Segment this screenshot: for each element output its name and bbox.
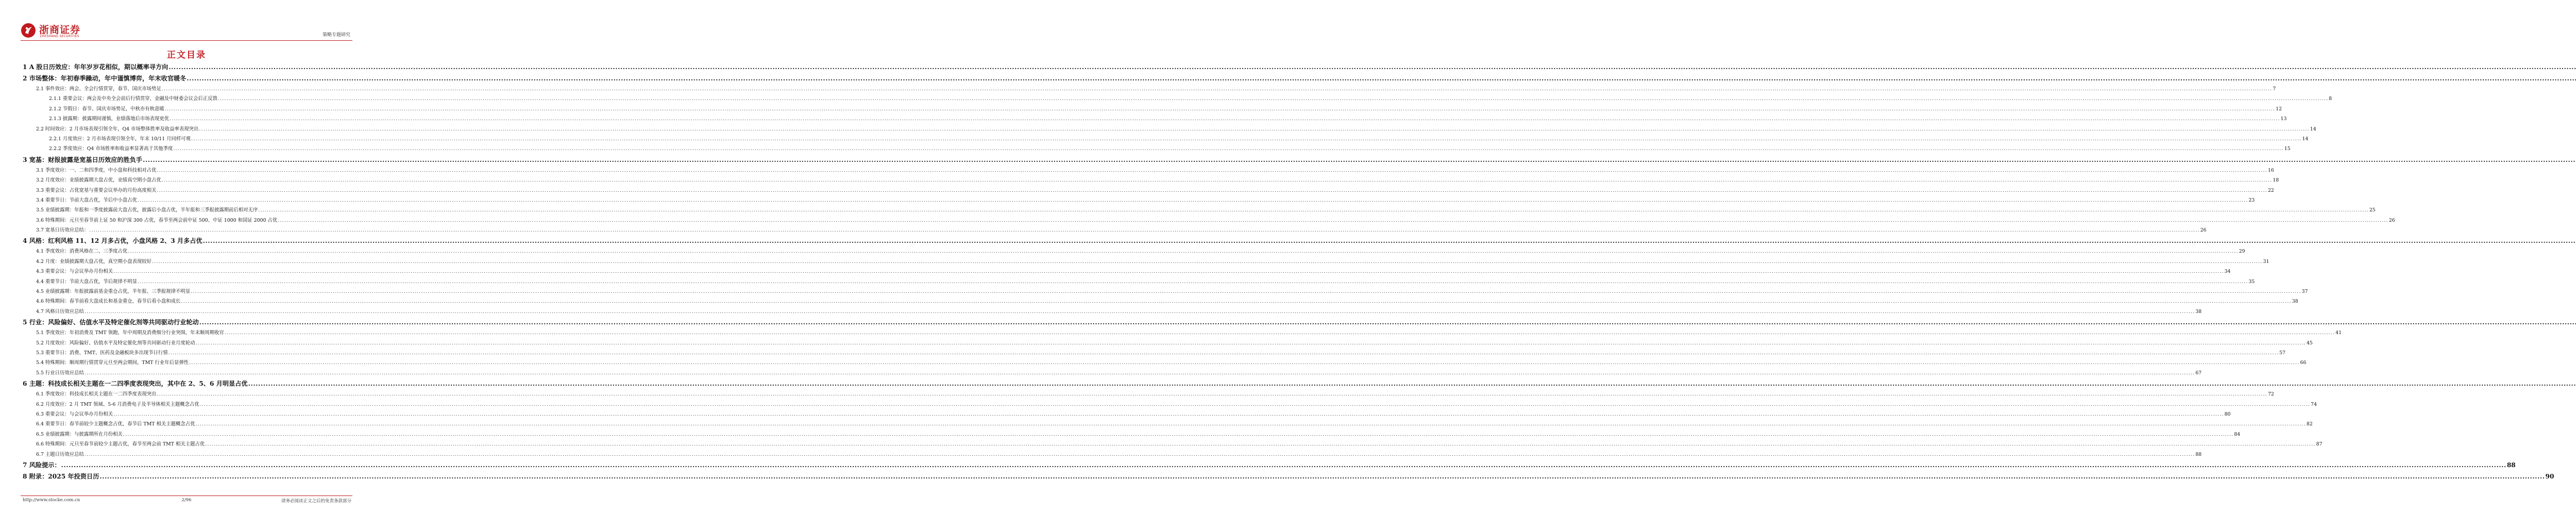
toc-leader-dots — [84, 450, 2195, 459]
toc-entry-page: 22 — [2267, 187, 2274, 193]
toc-entry-page: 82 — [2306, 421, 2313, 427]
toc-leader-dots — [113, 267, 2224, 276]
toc-entry-page: 72 — [2267, 391, 2274, 398]
toc-entry-title: 4.5 业绩披露期：年报披露前基金重仓占优，半年报、三季报规律不明显 — [36, 289, 191, 295]
toc-entry-page: 45 — [2306, 340, 2313, 346]
toc-entry-title: 2.2.1 月度效应：2 月市场表现引领全年，年末 10/11 月同样可观 — [49, 136, 191, 142]
toc-entry[interactable] — [23, 378, 350, 389]
toc-entry-title: 2.2.2 季度效应：Q4 市场胜率和收益率显著高于其他季度 — [49, 146, 173, 152]
toc-entry[interactable] — [23, 114, 2287, 124]
toc-entry-title: 6 主题：科技成长相关主题在一二四季度表现突出，其中在 2、5、6 月明显占优 — [23, 380, 248, 388]
toc-entry[interactable] — [23, 348, 2285, 358]
toc-entry-title: 3.6 特殊期间：元旦至春节前上证 50 和沪深 300 占优，春节至两会前中证 500、中证 1000 和国证 2000 占优 — [36, 217, 278, 223]
page-title: 正文目录 — [167, 50, 206, 60]
toc-entry[interactable] — [23, 459, 2516, 471]
toc-leader-dots — [191, 287, 2301, 296]
toc-leader-dots — [200, 400, 2310, 409]
toc-entry-page: 14 — [2302, 136, 2309, 142]
toc-leader-dots — [61, 459, 2506, 471]
toc-entry-page: 7 — [2273, 86, 2276, 92]
toc-leader-dots — [248, 378, 2576, 389]
toc-entry[interactable] — [23, 246, 2245, 256]
toc-entry-page: 87 — [2316, 441, 2323, 448]
toc-entry-page: 8 — [2329, 96, 2332, 102]
toc-leader-dots — [84, 368, 2195, 378]
toc-leader-dots — [123, 430, 2233, 439]
toc-leader-dots — [157, 186, 2267, 195]
toc-entry-title: 5.4 特殊期间：顺周期行情贯穿元旦至两会期间，TMT 行业年后显弹性 — [36, 360, 189, 366]
toc-leader-dots — [205, 439, 2315, 449]
toc-leader-dots — [199, 317, 2576, 328]
page-header — [21, 21, 352, 40]
toc-entry-title: 6.6 特殊期间：元旦至春节前较少主题占优，春节至两会前 TMT 相关主题占优 — [36, 441, 205, 448]
toc-entry-title: 2.1 事件效应：两会、全会行情贯穿，春节、国庆市场势足 — [36, 86, 161, 92]
toc-entry[interactable] — [23, 267, 2231, 276]
toc-entry[interactable] — [23, 216, 2395, 225]
toc-leader-dots — [113, 409, 2224, 419]
toc-entry-page: 31 — [2263, 258, 2269, 265]
toc-entry-page: 84 — [2234, 431, 2241, 437]
toc-entry[interactable] — [23, 277, 2255, 287]
toc-entry[interactable] — [23, 450, 2202, 459]
toc-entry-title: 4.3 重要会议：与会议举办月份相关 — [36, 269, 113, 275]
toc-entry-page: 25 — [2369, 207, 2376, 213]
toc-entry-title: 4.4 重要节日：节前大盘占优，节后规律不明显 — [36, 278, 138, 285]
toc-leader-dots — [170, 114, 2280, 124]
toc-leader-dots — [225, 328, 2335, 338]
toc-entry[interactable] — [23, 257, 2269, 267]
toc-entry-title: 4.2 月度：业绩披露期大盘占优，真空期小盘表现较好 — [36, 258, 152, 265]
toc-entry-page: 67 — [2195, 370, 2202, 376]
toc-entry-page: 34 — [2224, 269, 2231, 275]
toc-leader-dots — [84, 307, 2195, 317]
toc-entry[interactable] — [23, 94, 2332, 104]
toc-leader-dots — [138, 195, 2248, 205]
toc-entry-title: 5 行业：风险偏好、估值水平及特定催化剂等共同驱动行业轮动 — [23, 319, 199, 326]
toc-entry[interactable] — [23, 61, 350, 73]
toc-entry-title: 7 风险提示： — [23, 461, 61, 469]
toc-entry[interactable] — [23, 225, 2207, 235]
toc-entry[interactable] — [23, 439, 2323, 449]
toc-entry[interactable] — [23, 317, 350, 328]
toc-entry[interactable] — [23, 358, 2307, 368]
toc-entry[interactable] — [23, 104, 2282, 114]
toc-entry-page: 23 — [2248, 197, 2255, 203]
toc-entry[interactable] — [23, 154, 350, 166]
toc-entry[interactable] — [23, 73, 350, 84]
toc-entry-title: 4 风格：红利风格 11、12 月多占优，小盘风格 2、3 月多占优 — [23, 237, 202, 245]
toc-leader-dots — [191, 134, 2301, 144]
toc-entry-title: 2 市场整体：年初春季躁动，年中谨慎博弈，年末收官暖冬 — [23, 75, 187, 82]
toc-entry[interactable] — [23, 124, 2316, 134]
toc-leader-dots — [196, 338, 2306, 348]
toc-entry-page: 88 — [2195, 451, 2202, 457]
toc-leader-dots — [195, 419, 2306, 429]
toc-entry-title: 4.7 风格日历效应总结 — [36, 308, 84, 315]
toc-entry[interactable] — [23, 430, 2241, 439]
toc-entry[interactable] — [23, 328, 2342, 338]
footer-url[interactable]: http://www.stocke.com.cn — [23, 498, 80, 503]
toc-entry[interactable] — [23, 166, 2274, 175]
toc-leader-dots — [168, 348, 2279, 358]
toc-entry-page: 13 — [2280, 116, 2287, 122]
toc-entry[interactable] — [23, 368, 2202, 378]
toc-entry[interactable] — [23, 471, 2554, 482]
toc-leader-dots — [138, 277, 2248, 287]
toc-entry[interactable] — [23, 400, 2317, 409]
toc-entry[interactable] — [23, 296, 2298, 306]
toc-entry-title: 6.1 季度效应：科技成长相关主题在一二四季度表现突出 — [36, 391, 157, 398]
toc-leader-dots — [218, 94, 2328, 104]
toc-leader-dots — [181, 296, 2291, 306]
toc-leader-dots — [143, 154, 2576, 166]
toc-entry-title: 3.1 季度效应：一、二和四季度，中小盘和科技相对占优 — [36, 167, 157, 173]
toc-entry-page: 12 — [2276, 106, 2282, 112]
report-type: 策略专题研究 — [322, 32, 350, 38]
toc-entry-page: 57 — [2279, 350, 2285, 356]
toc-entry-page: 18 — [2273, 177, 2279, 184]
toc-leader-dots — [168, 61, 2576, 73]
toc-leader-dots — [189, 358, 2299, 368]
toc-leader-dots — [187, 73, 2576, 84]
toc-leader-dots — [162, 175, 2272, 185]
toc-entry-page: 88 — [2506, 461, 2516, 469]
toc-entry-page: 74 — [2311, 401, 2317, 407]
toc-leader-dots — [165, 104, 2275, 114]
toc-entry-page: 90 — [2545, 472, 2554, 480]
toc-entry-title: 2.1.3 披露期：披露期间谨慎，业绩落地后市场表现更优 — [49, 116, 170, 122]
toc-entry-title: 3 宽基：财报披露是宽基日历效应的胜负手 — [23, 156, 143, 163]
toc-entry-page: 38 — [2195, 308, 2202, 315]
toc-entry-title: 3.3 重要会议：占优宽基与重要会议举办的月份高度相关 — [36, 187, 157, 193]
toc-leader-dots — [152, 257, 2262, 267]
company-name-en: ZHESHANG SECURITIES — [40, 35, 79, 38]
toc-entry[interactable] — [23, 235, 350, 246]
toc-entry[interactable] — [23, 338, 2313, 348]
toc-entry-page: 26 — [2200, 227, 2207, 234]
toc-leader-dots — [99, 471, 2545, 482]
toc-entry-title: 6.4 重要节日：春节前较少主题概念占优，春节后 TMT 相关主题概念占优 — [36, 421, 195, 427]
toc-entry[interactable] — [23, 84, 2276, 94]
toc-leader-dots — [128, 246, 2238, 256]
toc-entry[interactable] — [23, 144, 2291, 154]
table-of-contents — [23, 61, 2554, 482]
toc-entry-page: 15 — [2284, 146, 2291, 152]
toc-leader-dots — [199, 124, 2309, 134]
company-name: 浙商证券 — [39, 24, 81, 36]
toc-leader-dots — [157, 389, 2267, 399]
toc-entry-title: 5.1 季度效应：年初消费及 TMT 领跑，年中周期及消费细分行业突围，年末顺周期收官 — [36, 330, 224, 336]
company-logo-icon — [21, 23, 36, 38]
toc-entry[interactable] — [23, 419, 2313, 429]
toc-entry-page: 80 — [2224, 411, 2231, 417]
toc-entry[interactable] — [23, 186, 2274, 195]
toc-entry[interactable] — [23, 195, 2255, 205]
toc-entry-title: 5.3 重要节日：消费、TMT、医药及金融板块多出现节日行情 — [36, 350, 168, 356]
toc-entry-page: 41 — [2335, 330, 2342, 336]
toc-entry[interactable] — [23, 389, 2274, 399]
toc-leader-dots — [278, 216, 2388, 225]
toc-entry-title: 5.2 月度效应：风险偏好、估值水平及特定催化剂等共同驱动行业月度轮动 — [36, 340, 195, 346]
toc-entry-title: 2.1.2 节假日：春节、国庆市场势足，中秋亦有秋意暖 — [49, 106, 164, 112]
toc-entry[interactable] — [23, 175, 2279, 185]
header-divider — [21, 40, 352, 41]
toc-entry-title: 6.7 主题日历效应总结 — [36, 451, 84, 457]
toc-entry-page: 26 — [2388, 217, 2395, 223]
toc-entry-title: 6.3 重要会议：与会议举办月份相关 — [36, 411, 113, 417]
toc-entry-title: 3.4 重要节日：节前大盘占优，节后中小盘占优 — [36, 197, 138, 203]
toc-entry-page: 66 — [2300, 360, 2307, 366]
toc-entry-title: 4.6 特殊期间：春节前看大盘成长和基金重仓，春节后看小盘和成长 — [36, 299, 181, 305]
toc-entry[interactable] — [23, 287, 2308, 296]
page-number: 2/96 — [181, 498, 192, 503]
toc-entry[interactable] — [23, 205, 2376, 215]
toc-entry-title: 2.1.1 重要会议：两会及中央全会前后行情贯穿，金融及中财委会议会后正反馈 — [49, 96, 217, 102]
toc-entry-title: 8 附录：2025 年投资日历 — [23, 472, 99, 480]
toc-entry-title: 5.5 行业日历效应总结 — [36, 370, 84, 376]
toc-entry-page: 14 — [2310, 126, 2316, 132]
toc-entry-page: 37 — [2301, 289, 2308, 295]
toc-entry[interactable] — [23, 307, 2202, 317]
toc-leader-dots — [162, 84, 2272, 94]
toc-leader-dots — [203, 235, 2576, 246]
toc-entry-title: 3.5 业绩披露期：年报和一季度披露前大盘占优，披露后小盘占优，半年报和三季报披露期前后相对无序 — [36, 207, 258, 213]
toc-leader-dots — [173, 144, 2283, 154]
toc-entry-page: 16 — [2267, 167, 2274, 173]
toc-leader-dots — [157, 166, 2267, 175]
toc-entry-title: 3.7 宽基日历效应总结： — [36, 227, 89, 234]
toc-entry-page: 29 — [2239, 249, 2245, 255]
toc-entry-title: 2.2 时间效应：2 月市场表现引领全年，Q4 市场整体胜率及收益率表现突出 — [36, 126, 199, 132]
footer-disclaimer: 请务必阅读正文之后的免责条款部分 — [281, 499, 351, 504]
toc-entry-title: 6.2 月度效应：2 月 TMT 领域、5-6 月消费电子及半导体相关主题概念占优 — [36, 401, 199, 407]
toc-leader-dots — [89, 225, 2199, 235]
toc-entry-page: 38 — [2292, 299, 2298, 305]
toc-entry-title: 1 A 股日历效应：年年岁岁花相似，期以概率寻方向 — [23, 63, 168, 71]
toc-leader-dots — [258, 205, 2368, 215]
toc-entry[interactable] — [23, 134, 2309, 144]
toc-entry[interactable] — [23, 409, 2231, 419]
toc-entry-title: 4.1 季度效应：消费风格在二、三季度占优 — [36, 249, 128, 255]
toc-entry-title: 3.2 月度效应：业绩披露期大盘占优，业绩真空期小盘占优 — [36, 177, 161, 184]
toc-entry-title: 6.5 业绩披露期：与披露期所在月份相关 — [36, 431, 123, 437]
toc-entry-page: 35 — [2248, 278, 2255, 285]
